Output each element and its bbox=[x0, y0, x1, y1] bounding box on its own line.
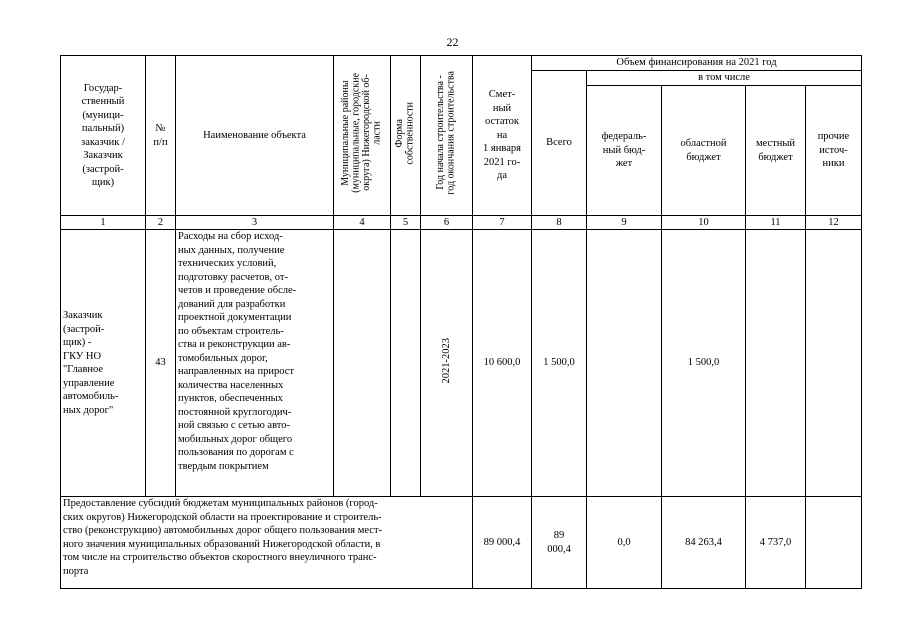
row43-ownership bbox=[391, 230, 421, 497]
header-local: местный бюджет bbox=[746, 86, 806, 216]
header-total: Всего bbox=[532, 71, 587, 216]
col-num-1: 1 bbox=[61, 216, 146, 230]
row43-estimate: 10 600,0 bbox=[473, 230, 532, 497]
subsidy-regional: 84 263,4 bbox=[662, 497, 746, 589]
row43-years-cell bbox=[421, 230, 473, 497]
header-estimate: Смет- ный остаток на 1 января 2021 го- да bbox=[473, 56, 532, 216]
row43-total: 1 500,0 bbox=[532, 230, 587, 497]
header-financing: Объем финансирования на 2021 год bbox=[532, 56, 862, 71]
col-num-5: 5 bbox=[391, 216, 421, 230]
financing-table bbox=[60, 55, 862, 589]
subsidy-total: 89 000,4 bbox=[532, 497, 587, 589]
header-municipal: Муниципальные районы (муниципальные, городские округа) Нижегородской об- ласти bbox=[340, 73, 383, 194]
header-ownership-cell bbox=[391, 56, 421, 216]
row43-regional: 1 500,0 bbox=[662, 230, 746, 497]
col-num-4: 4 bbox=[334, 216, 391, 230]
subsidy-other bbox=[806, 497, 862, 589]
col-num-11: 11 bbox=[746, 216, 806, 230]
subsidy-text: Предоставление субсидий бюджетам муниципальных районов (город- ских округов) Нижегородской области на проектирование и строитель- ство (реконструкцию) автомобильных дорог общего пользования мест- ного значения муниципальных образований Нижегородской области, в том числе на строительство объектов скоростного внеуличного транс- порта bbox=[61, 497, 473, 589]
row43-other bbox=[806, 230, 862, 497]
col-num-6: 6 bbox=[421, 216, 473, 230]
header-regional: областной бюджет bbox=[662, 86, 746, 216]
header-years-cell bbox=[421, 56, 473, 216]
header-customer: Государ- ственный (муници- пальный) заказчик / Заказчик (застрой- щик) bbox=[61, 56, 146, 216]
header-years: Год начала строительства - год окончания строительства bbox=[435, 71, 457, 196]
subsidy-estimate: 89 000,4 bbox=[473, 497, 532, 589]
header-ownership: Форма собственности bbox=[394, 101, 416, 165]
row43-customer: Заказчик (застрой- щик) - ГКУ НО "Главное управление автомобиль- ных дорог" bbox=[61, 230, 146, 497]
col-num-12: 12 bbox=[806, 216, 862, 230]
subsidy-federal: 0,0 bbox=[587, 497, 662, 589]
row43-years: 2021-2023 bbox=[440, 338, 452, 384]
col-num-3: 3 bbox=[176, 216, 334, 230]
header-including: в том числе bbox=[587, 71, 862, 86]
row43-local bbox=[746, 230, 806, 497]
header-federal: федераль- ный бюд- жет bbox=[587, 86, 662, 216]
col-num-9: 9 bbox=[587, 216, 662, 230]
row43-object-name: Расходы на сбор исход- ных данных, получение технических условий, подготовку расчетов, от- четов и проведение обсле- дований для разработки проектной документации по объектам строитель- ства и реконструкции ав- томобильных дорог, направленных на прирост количества населенных пунктов, обеспеченных постоянной круглогодич- ной связью с сетью авто- мобильных дорог общего пользования по дорогам с твердым покрытием bbox=[176, 230, 334, 497]
row43-num: 43 bbox=[146, 230, 176, 497]
table-row bbox=[61, 230, 862, 497]
row43-federal bbox=[587, 230, 662, 497]
header-num: № п/п bbox=[146, 56, 176, 216]
header-other: прочие источ- ники bbox=[806, 86, 862, 216]
subsidy-local: 4 737,0 bbox=[746, 497, 806, 589]
table-row bbox=[61, 497, 862, 589]
col-num-10: 10 bbox=[662, 216, 746, 230]
header-municipal-cell bbox=[334, 56, 391, 216]
col-num-2: 2 bbox=[146, 216, 176, 230]
page-number: 22 bbox=[446, 35, 459, 49]
col-num-8: 8 bbox=[532, 216, 587, 230]
header-object-name: Наименование объекта bbox=[176, 56, 334, 216]
col-num-7: 7 bbox=[473, 216, 532, 230]
row43-municipal bbox=[334, 230, 391, 497]
